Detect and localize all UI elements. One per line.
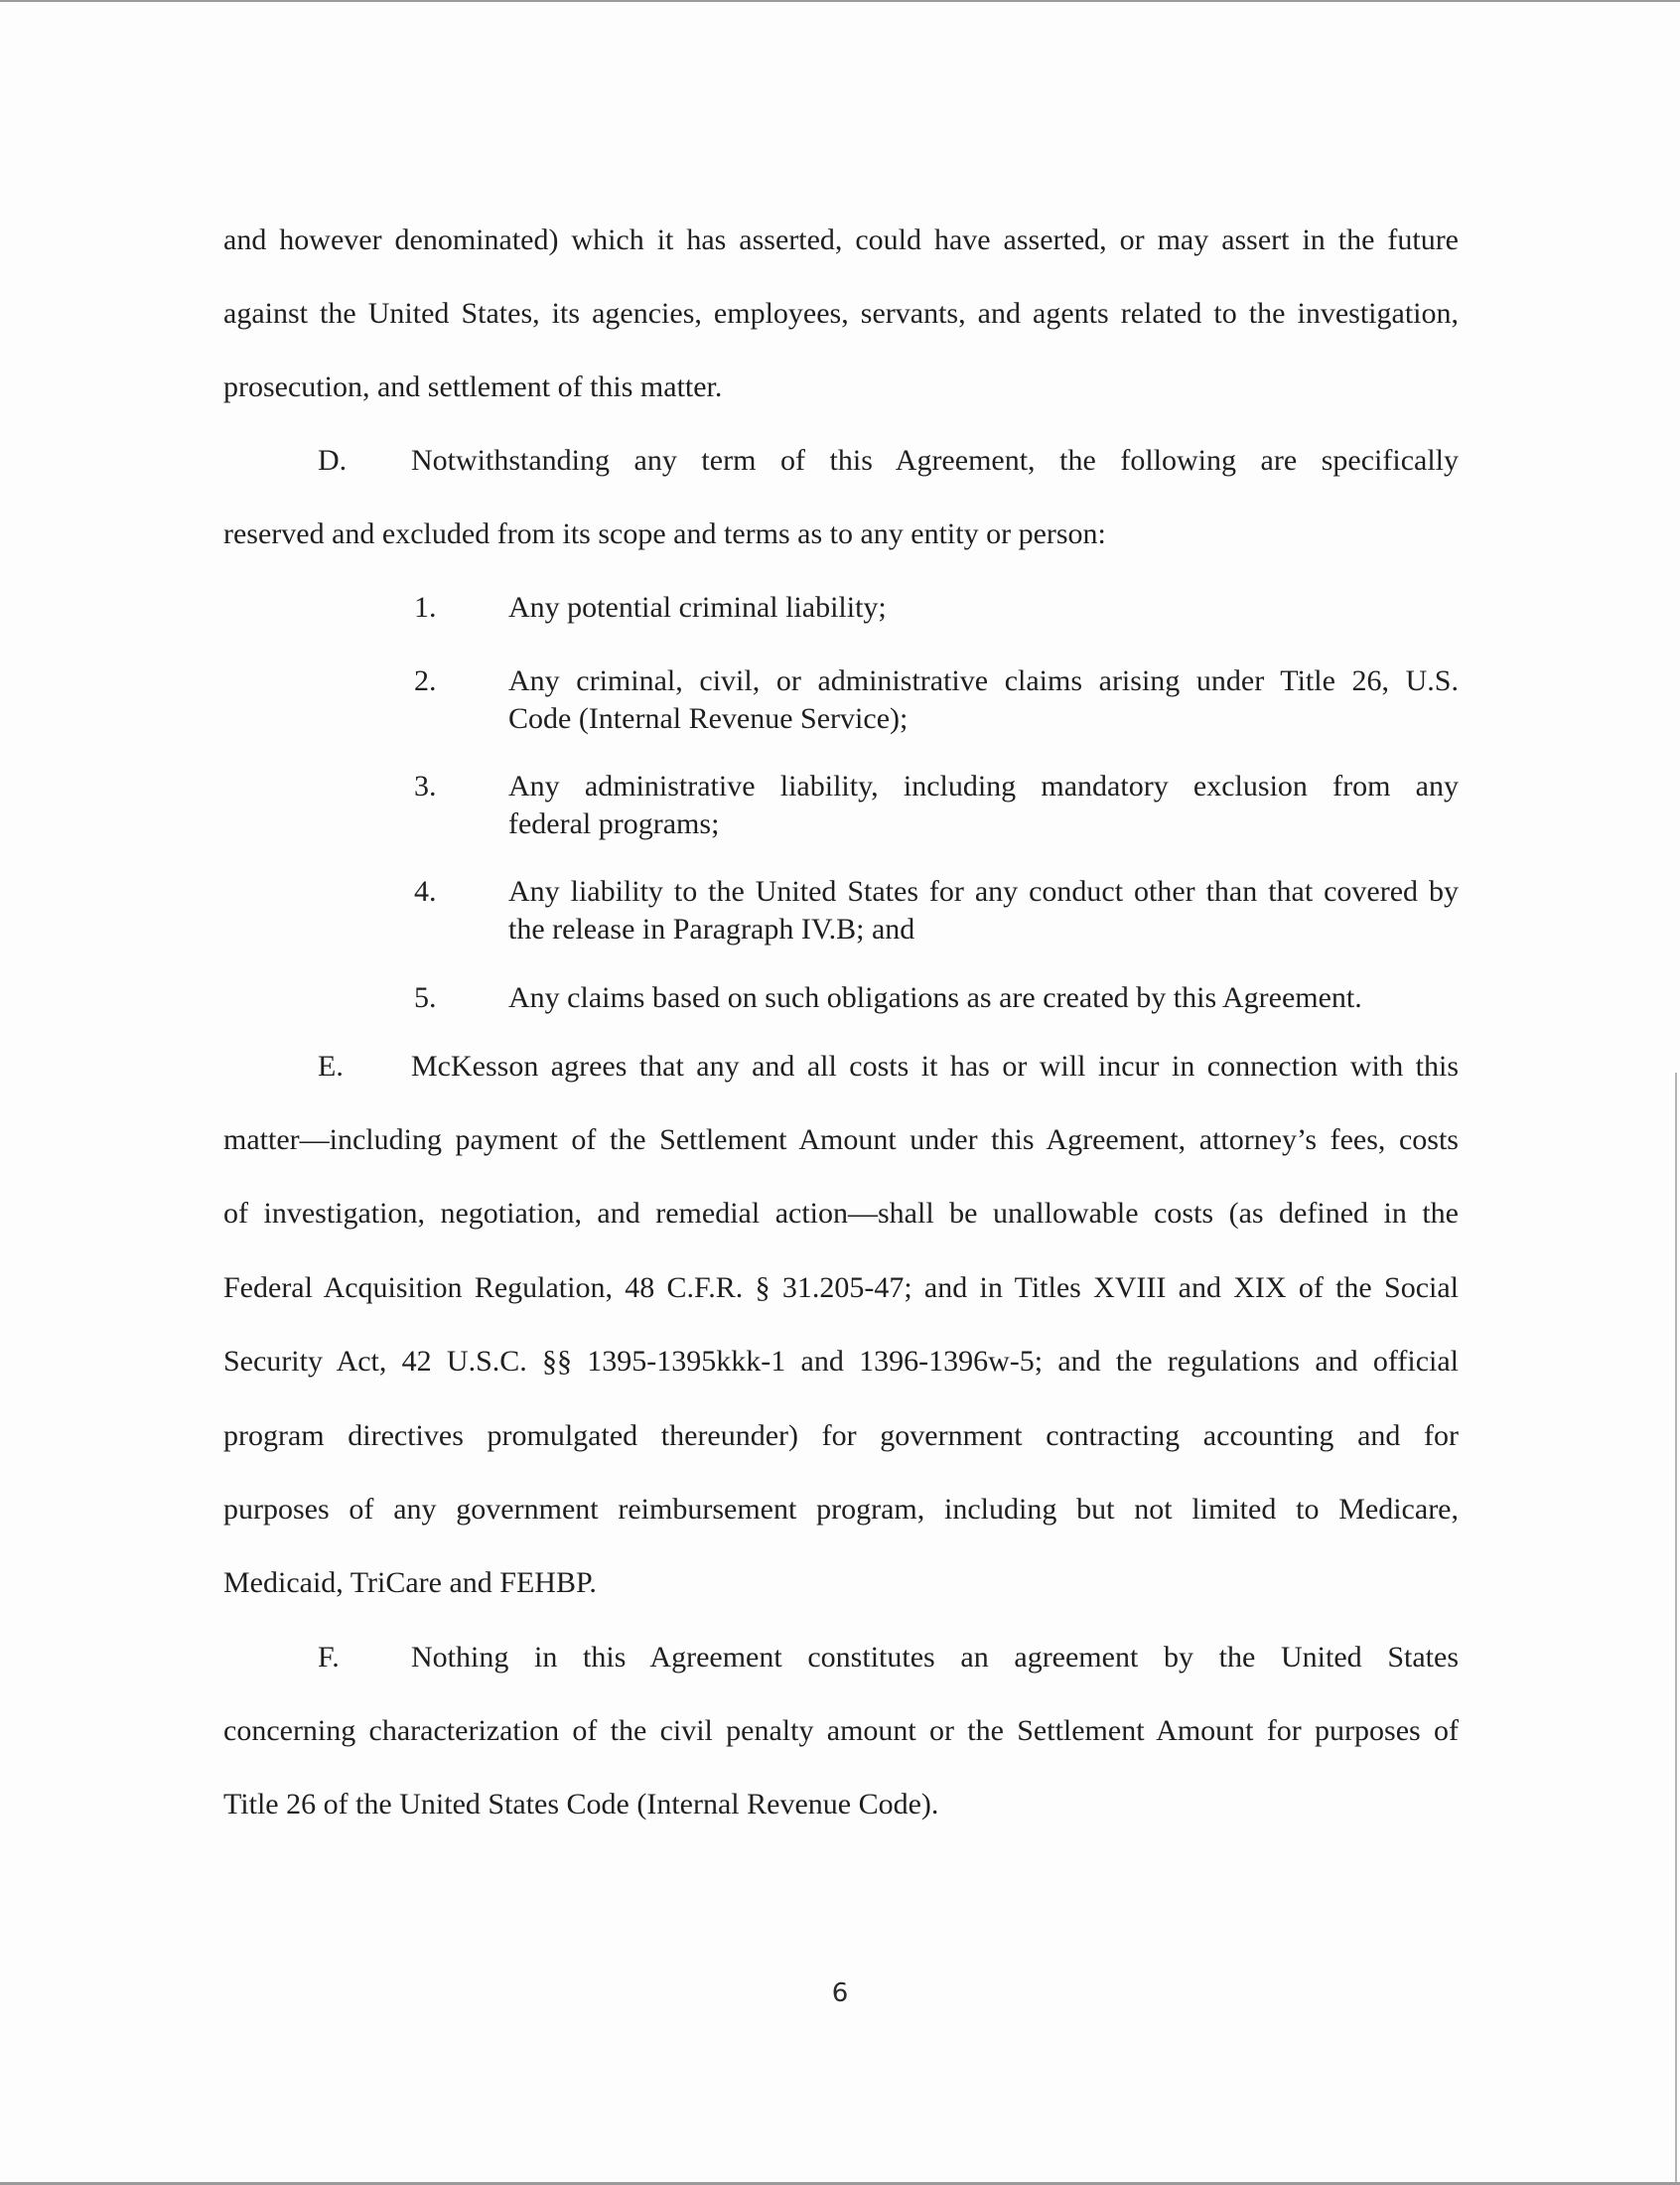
list-item-line: the release in Paragraph IV.B; and xyxy=(508,913,915,946)
paragraph-f-line-1: Nothing in this Agreement constitutes an agreement by the United States xyxy=(411,1641,1459,1674)
paragraph-e-line-2: matter—including payment of the Settlement Amount under this Agreement, attorney’s fees, costs xyxy=(223,1123,1459,1156)
paragraph-e-line-6: program directives promulgated thereunder) for government contracting accounting and for xyxy=(223,1419,1459,1452)
paragraph-e-line-8: Medicaid, TriCare and FEHBP. xyxy=(223,1566,597,1599)
paragraph-c-line-3: prosecution, and settlement of this matter. xyxy=(223,370,723,403)
paragraph-c-line-2: against the United States, its agencies, employees, servants, and agents related to the investigation, xyxy=(223,297,1459,330)
list-item-text xyxy=(508,662,1459,738)
scan-right-edge xyxy=(1675,1073,1677,2185)
list-item-line: Any claims based on such obligations as are created by this Agreement. xyxy=(508,981,1362,1014)
paragraph-d-line-2: reserved and excluded from its scope and terms as to any entity or person: xyxy=(223,517,1106,550)
paragraph-c-line-1: and however denominated) which it has asserted, could have asserted, or may assert in the future xyxy=(223,223,1459,256)
list-item-number: 2. xyxy=(414,664,437,697)
paragraph-e-line-1: McKesson agrees that any and all costs it has or will incur in connection with this xyxy=(411,1050,1459,1083)
scan-top-edge xyxy=(0,0,1680,2)
page-number: 6 xyxy=(831,1978,849,2008)
list-item-number: 5. xyxy=(414,981,437,1014)
section-letter-e: E. xyxy=(318,1050,344,1083)
list-item-text xyxy=(508,589,1459,627)
list-item-line: Any administrative liability, including mandatory exclusion from any xyxy=(508,770,1459,802)
paragraph-e-line-3: of investigation, negotiation, and remedial action—shall be unallowable costs (as defined in the xyxy=(223,1197,1459,1230)
list-item-line: federal programs; xyxy=(508,807,720,840)
list-item-line: Any criminal, civil, or administrative claims arising under Title 26, U.S. xyxy=(508,664,1459,697)
list-item-line: Any liability to the United States for any conduct other than that covered by xyxy=(508,875,1459,908)
list-item-number: 3. xyxy=(414,770,437,802)
paragraph-d-line-1: Notwithstanding any term of this Agreement, the following are specifically xyxy=(411,444,1459,477)
list-item-number: 1. xyxy=(414,591,437,624)
section-letter-f: F. xyxy=(318,1641,340,1674)
section-letter-d: D. xyxy=(318,444,348,477)
list-item-line: Code (Internal Revenue Service); xyxy=(508,702,909,735)
paragraph-e-line-4: Federal Acquisition Regulation, 48 C.F.R. § 31.205-47; and in Titles XVIII and XIX of the Social xyxy=(223,1271,1459,1304)
paragraph-f-line-2: concerning characterization of the civil penalty amount or the Settlement Amount for purposes of xyxy=(223,1714,1459,1747)
list-item-line: Any potential criminal liability; xyxy=(508,591,887,624)
list-item-number: 4. xyxy=(414,875,437,908)
paragraph-e-line-7: purposes of any government reimbursement program, including but not limited to Medicare, xyxy=(223,1493,1459,1526)
paragraph-f-line-3: Title 26 of the United States Code (Internal Revenue Code). xyxy=(223,1788,939,1821)
paragraph-e-line-5: Security Act, 42 U.S.C. §§ 1395-1395kkk-1 and 1396-1396w-5; and the regulations and official xyxy=(223,1345,1459,1378)
list-item-text xyxy=(508,768,1459,843)
list-item-text xyxy=(508,873,1459,948)
list-item-text xyxy=(508,979,1459,1017)
